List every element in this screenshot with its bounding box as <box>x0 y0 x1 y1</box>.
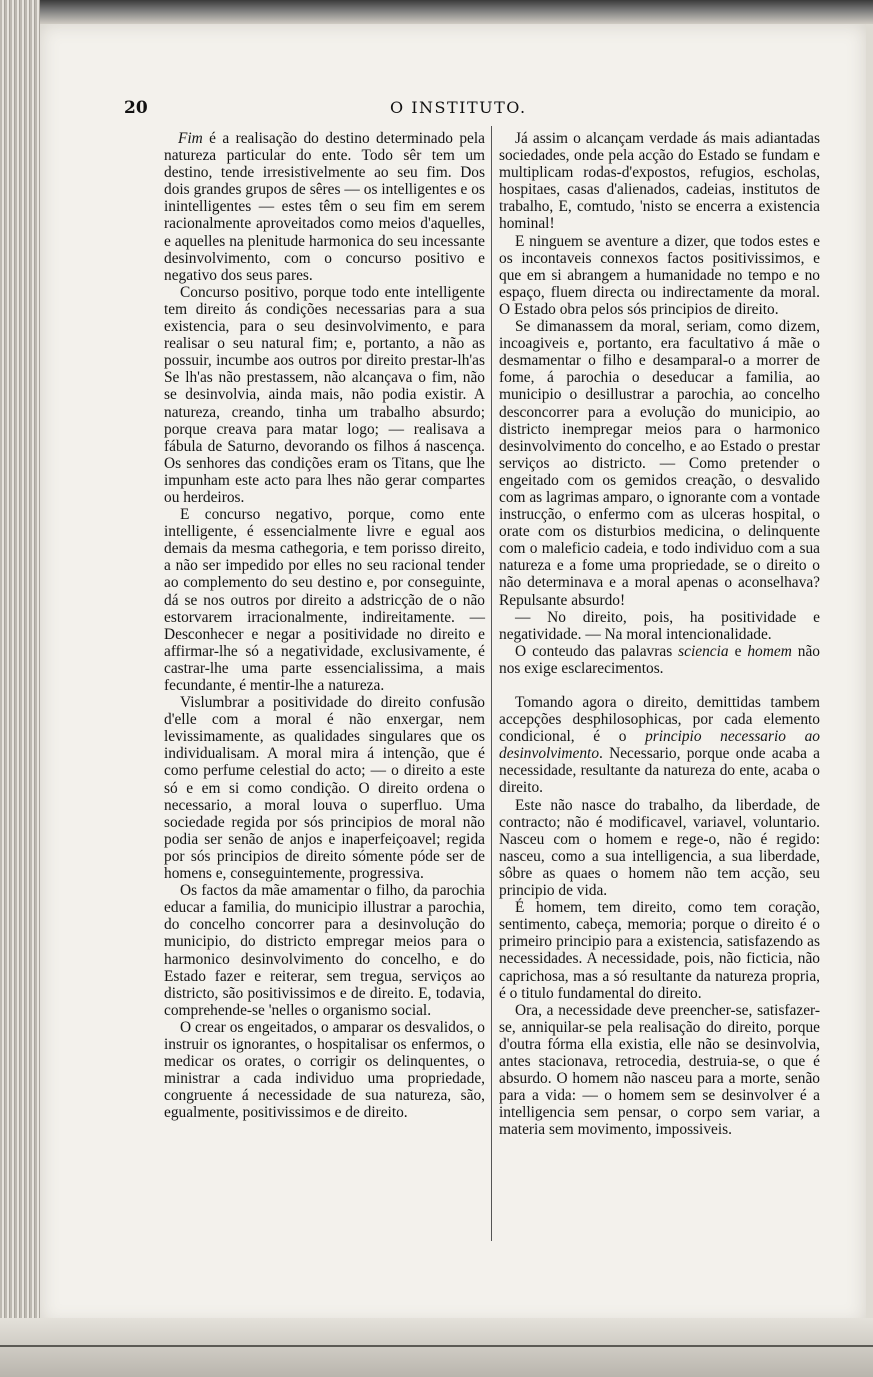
bottom-margin <box>0 1318 873 1377</box>
page-number: 20 <box>124 98 148 118</box>
paragraph: Este não nasce do trabalho, da liberdade, de contracto; não é modificavel, variavel, voluntario. Nasceu com o homem e rege-o, não é regido: nasceu, como a sua intelligencia, a sua liberdade, sôbre as quaes o homem não tem acção, seu principio de vida. <box>499 796 820 900</box>
paragraph <box>499 694 820 797</box>
paragraph: Se dimanassem da moral, seriam, como dizem, incoagiveis e, portanto, era facultativo á mãe o desmamentar o filho e desamparal-o a morrer de fome, á parochia o deseducar a familia, ao municipio o desillustrar a parochia, ao concelho desconcorrer para a evolução do municipio, ao districto inempregar meios para o harmonico desinvolvimento do concelho, e ao Estado o prestar serviços ao districto. — Como pretender o engeitado com os gemidos creação, o desvalido com as lagrimas amparo, o ignorante com a vontade instrucção, o enfermo com as ulceras hospital, o orate com os disturbios medicina, o delinquente com o maleficio cadeia, e todo individuo com a sua natureza e a fome uma propriedade, se o direito o não determinava e a moral apenas o aconselhava? Repulsante absurdo! <box>499 318 820 609</box>
emphasis: homem <box>747 642 792 660</box>
paragraph: E ninguem se aventure a dizer, que todos estes e os incontaveis connexos factos positivissimos, e que em si abrangem a humanidade no tempo e no espaço, fluem directa ou indirectamente da moral. O Estado obra pelos sós principios de direito. <box>499 232 820 318</box>
paragraph-text: é a realisação do destino determinado pela natureza particular do ente. Todo sêr tem um destino, tende irresistivelmente ao seu fim. Dos dois grandes grupos de sêres — os intelligentes e os inintelligentes — estes têm o seu fim em serem racionalmente aproveitados como meios d'aquelles, e aquelles na plenitude harmonica do seu incessante desinvolvimento, com o concurso positivo e negativo dos seus pares. <box>164 130 485 284</box>
paragraph-text: Tomando agora o direito, demittidas tambem accepções desphilosophicas, por cada elemento condicional, é o <box>499 694 820 746</box>
book-page-edges <box>0 0 40 1377</box>
top-shadow <box>0 0 873 24</box>
paragraph <box>164 130 485 284</box>
paragraph: Vislumbrar a positividade do direito confusão d'elle com a moral é não enxergar, nem levissimamente, as qualidades singulares que os individualisam. A moral mira á intenção, que é como perfume celestial do acto; — o direito a este só e em si como condição. O direito ordena o necessario, a moral louva o superfluo. Uma sociedade regida por sós principios de moral não podia ser senão de anjos e inaperfeiçoavel; regida por sós principios de direito sómente póde ser de homens e, conseguintemente, progressiva. <box>164 694 485 883</box>
paragraph-text: O conteudo das palavras <box>515 642 679 660</box>
paragraph: O crear os engeitados, o amparar os desvalidos, o instruir os ignorantes, o hospitalisar os enfermos, o medicar os orates, o corrigir os delinquentes, o ministrar a cada individuo uma propriedade, congruente á necessidade de sua natureza, são, egualmente, positivissimos e de direito. <box>164 1018 485 1122</box>
paragraph: É homem, tem direito, como tem coração, sentimento, cabeça, memoria; porque o direito é o primeiro principio para a existencia, satisfazendo as necessidades. A necessidade, pois, não ficticia, não caprichosa, mas a só resultante da natureza propria, é o titulo fundamental do direito. <box>499 899 820 1002</box>
paragraph: — No direito, pois, ha positividade e negatividade. — Na moral intencionalidade. <box>499 608 820 643</box>
left-column <box>164 130 485 1121</box>
paragraph <box>499 643 820 677</box>
emphasis: sciencia <box>678 642 729 660</box>
right-column <box>499 130 820 1138</box>
paragraph: Os factos da mãe amamentar o filho, da parochia educar a familia, do municipio illustrar a parochia, do concelho concorrer para a desinvolução do municipio, do districto empregar meios para o harmonico desinvolvimento do concelho, e do Estado fazer e reiterar, sem tregua, serviços ao districto, são positivissimos e de direito. E, todavia, comprehende-se 'nelles o organismo social. <box>164 882 485 1019</box>
bottom-rule <box>0 1345 873 1347</box>
column-divider <box>491 126 492 1241</box>
emphasis: principio necessario ao desinvolvimento <box>499 728 820 763</box>
paragraph-text: . Necessario, porque onde acaba a necessidade, resultante da natureza do ente, acaba o direito. <box>499 745 820 797</box>
running-title: O INSTITUTO. <box>390 98 527 117</box>
paragraph: E concurso negativo, porque, como ente intelligente, é essencialmente livre e egual aos demais da mesma cathegoria, e tem porisso direito, a não ser impedido por elles no seu racional tender ao complemento do seu destino e, por conseguinte, dá se nos outros por direito a adstricção de o não estorvarem irracionalmente, indireitamente. — Desconhecer e negar a positividade no direito e affirmar-lhe só a negatividade, exclusivamente, é castrar-lhe uma parte essencialissima, a mais fecundante, é mentir-lhe a natureza. <box>164 506 485 694</box>
paragraph-text: não nos exige esclarecimentos. <box>499 642 820 677</box>
paragraph: Concurso positivo, porque todo ente intelligente tem direito ás condições necessarias para a sua existencia, para o seu desinvolvimento, e para realisar o seu natural fim; e, portanto, a não as possuir, incumbe aos outros por direito prestar-lh'as Se lh'as não prestassem, não alcançava o fim, não se desinvolvia, ainda mais, não podia existir. A natureza, creando, tinha um trabalho absurdo; porque creava para matar logo; — realisava a fábula de Saturno, devorando os filhos á nascença. Os senhores das condições eram os Titans, que lhe impunham este acto para lhes não gerar compartes ou herdeiros. <box>164 283 485 506</box>
paragraph: Ora, a necessidade deve preencher-se, satisfazer-se, anniquilar-se pela realisação do direito, porque d'outra fórma ella existia, elle não se desinvolvia, antes stacionava, retrocedia, destruia-se, o que é absurdo. O homem não nasceu para a morte, senão para a vida: — o homem sem se desinvolver é a intelligencia sem pensar, o corpo sem variar, a materia sem movimento, impossiveis. <box>499 1001 820 1139</box>
paragraph: Já assim o alcançam verdade ás mais adiantadas sociedades, onde pela acção do Estado se fundam e multiplicam rodas-d'expostos, refugios, escholas, hospitaes, casas d'alienados, cadeias, institutos de trabalho, E, comtudo, 'nisto se encerra a existencia hominal! <box>499 130 820 233</box>
paragraph-text: e <box>728 642 748 660</box>
page-header <box>124 98 824 120</box>
emphasis: Fim <box>178 130 203 147</box>
